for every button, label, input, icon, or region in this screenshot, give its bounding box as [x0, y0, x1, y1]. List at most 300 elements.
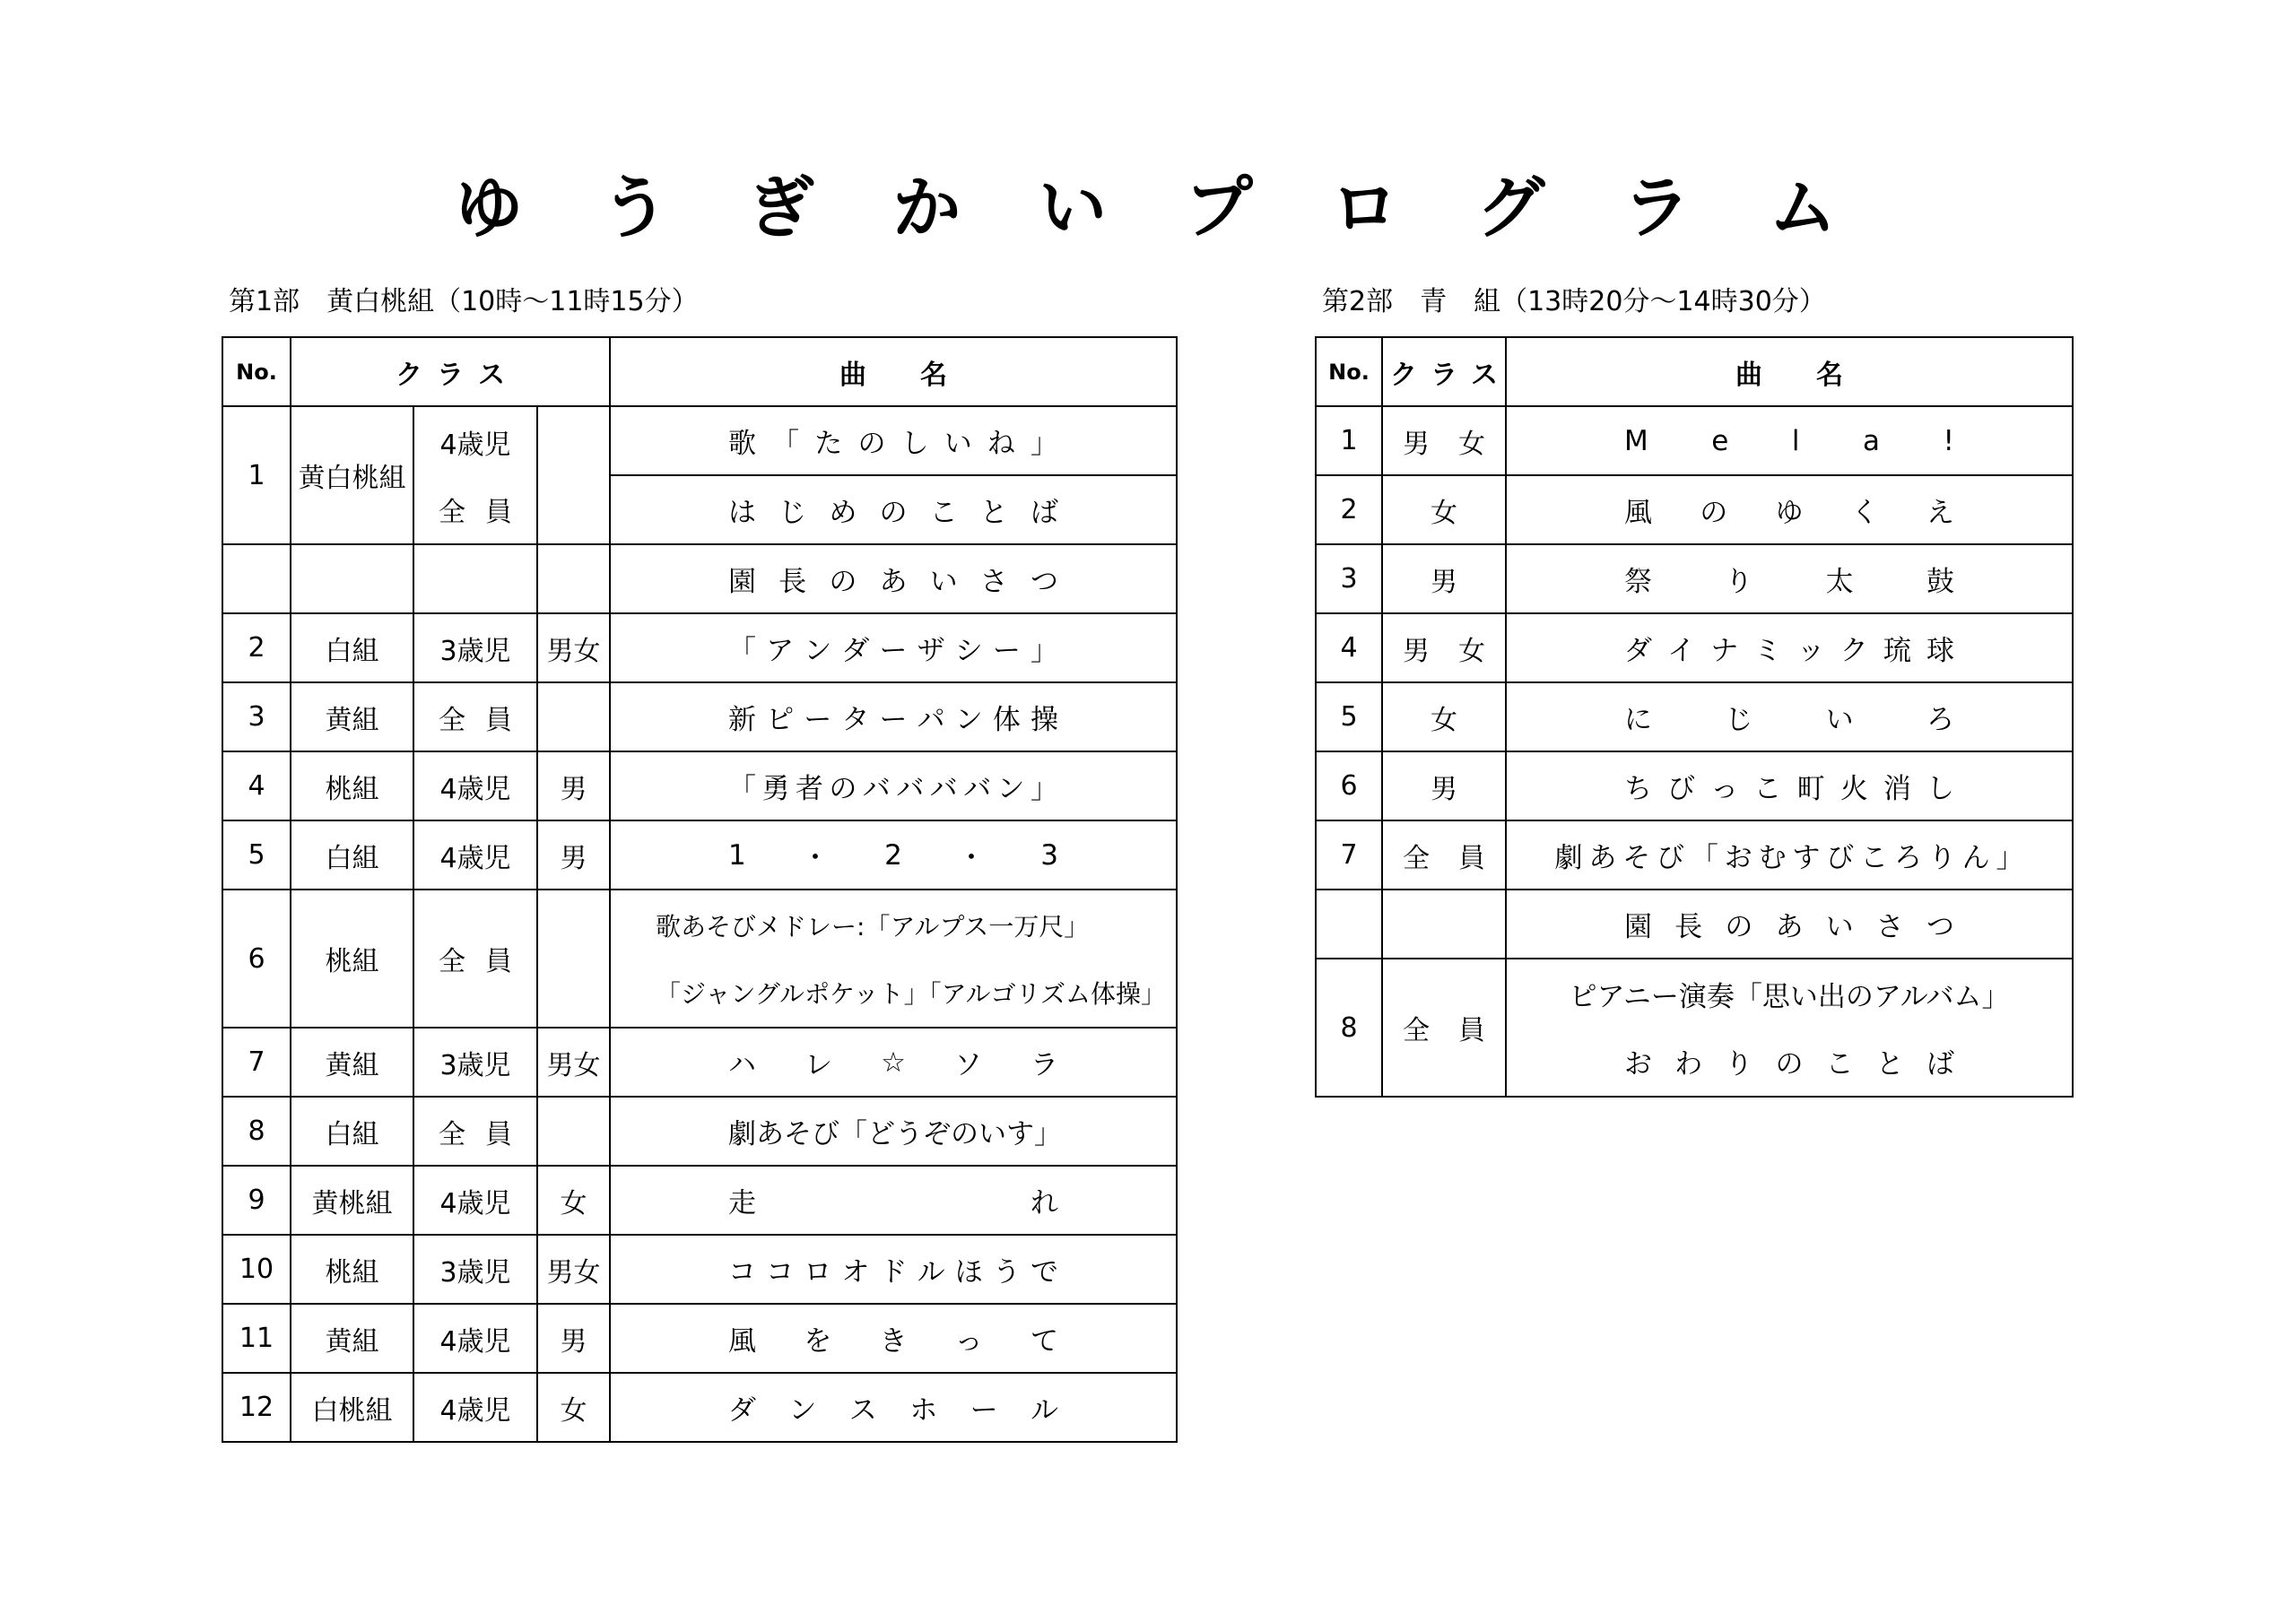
character: ナ — [1710, 635, 1739, 667]
character: は — [728, 497, 757, 529]
character: シ — [954, 635, 983, 667]
song-title — [1555, 835, 2024, 875]
row-number-cell: 4 — [222, 751, 291, 820]
character: ル — [1030, 1394, 1058, 1427]
song-title — [728, 628, 1058, 668]
song-cell — [610, 613, 1177, 682]
group-cell: 黄組 — [291, 1304, 413, 1373]
program-row — [1316, 475, 2073, 544]
character: ホ — [909, 1394, 938, 1427]
character: ロ — [804, 1256, 832, 1289]
character: 曲 — [1735, 359, 1762, 391]
character: ・ — [957, 842, 986, 874]
character: ば — [1926, 1048, 1954, 1081]
character: 劇 — [728, 1118, 757, 1150]
character: ー — [992, 635, 1021, 667]
program-row — [1316, 613, 2073, 682]
group-cell: 黄白桃組 — [291, 406, 413, 544]
character: ド — [879, 1256, 908, 1289]
row-number-cell: 12 — [222, 1373, 291, 1442]
age-cell: 4歳児 — [413, 820, 537, 890]
character: し — [900, 428, 929, 460]
character: と — [979, 497, 1008, 529]
table-header-row — [1316, 337, 2073, 406]
character: お — [1624, 1048, 1652, 1081]
character: れ — [1031, 1187, 1059, 1219]
sex-cell: 男女 — [537, 1235, 610, 1304]
program-row — [222, 890, 1177, 1028]
song-cell — [1506, 544, 2073, 613]
part2-heading: 第2部 青 組（13時20分～14時30分） — [1322, 286, 1826, 317]
song-cell — [1506, 475, 2073, 544]
group-cell: 白桃組 — [291, 1373, 413, 1442]
character: 体 — [992, 704, 1021, 736]
character: ☆ — [881, 1046, 906, 1079]
class-cell: 女 — [1382, 682, 1506, 751]
character: ザ — [917, 635, 945, 667]
character: バ — [963, 773, 992, 805]
row-number-cell: 1 — [1316, 406, 1382, 475]
character: さ — [1875, 911, 1904, 943]
program-row — [222, 1373, 1177, 1442]
character: い — [944, 428, 972, 460]
song-title — [1624, 697, 1954, 737]
song-title — [1624, 628, 1954, 668]
character: り — [1725, 566, 1753, 598]
song-cell — [610, 682, 1177, 751]
character: ダ — [841, 635, 870, 667]
age-label — [439, 939, 512, 978]
character: l — [1791, 425, 1800, 458]
character: こ — [929, 497, 958, 529]
song-cell — [1506, 682, 2073, 751]
character: 新 — [728, 704, 757, 736]
part1-heading: 第1部 黄白桃組（10時～11時15分） — [229, 286, 699, 317]
group-cell: 桃組 — [291, 1235, 413, 1304]
character: 1 — [728, 838, 746, 872]
character: あ — [756, 1118, 785, 1150]
character: ば — [1030, 497, 1058, 529]
age-line: 4歳児 — [439, 429, 511, 461]
character: 祭 — [1624, 566, 1652, 598]
row-number-cell: 9 — [222, 1166, 291, 1235]
song-cell — [610, 1166, 1177, 1235]
character: ぞ — [923, 1118, 952, 1150]
character: ち — [1624, 773, 1652, 805]
character: 」 — [1996, 842, 2024, 874]
column-header-song-label — [839, 352, 947, 392]
sex-cell — [537, 682, 610, 751]
part1-program-table — [222, 336, 1178, 1443]
character: 全 — [439, 496, 465, 528]
character: つ — [1926, 911, 1954, 943]
character: ほ — [954, 1256, 983, 1289]
song-title — [1624, 490, 1954, 530]
character: ス — [848, 1394, 877, 1427]
character: a — [1863, 425, 1880, 458]
age-label — [439, 698, 512, 737]
character: い — [978, 1118, 1007, 1150]
character: の — [879, 497, 908, 529]
row-number-cell — [1316, 890, 1382, 959]
song-cell — [610, 544, 1177, 613]
character: 」 — [1030, 773, 1058, 805]
song-title: 歌あそびメドレー:「アルプス一万尺」 — [656, 911, 1090, 942]
program-row — [1316, 544, 2073, 613]
character: タ — [841, 704, 870, 736]
character: 全 — [439, 946, 465, 977]
character: あ — [1775, 911, 1804, 943]
program-row — [1316, 682, 2073, 751]
character: コ — [728, 1256, 757, 1289]
class-cell — [1382, 959, 1506, 1097]
song-cell — [1506, 613, 2073, 682]
character: の — [829, 566, 857, 598]
character: 2 — [884, 838, 902, 872]
column-header-song — [610, 337, 1177, 406]
character: ね — [987, 428, 1015, 460]
row-number-cell: 3 — [222, 682, 291, 751]
character: 者 — [795, 773, 823, 805]
age-cell: 4歳児 — [413, 1166, 537, 1235]
character: の — [1700, 497, 1728, 529]
character: 女 — [1458, 635, 1485, 667]
program-row — [222, 820, 1177, 890]
group-cell — [291, 544, 413, 613]
song-title — [1624, 559, 1954, 599]
character: じ — [778, 497, 807, 529]
page-title — [455, 161, 1837, 247]
character: 琉 — [1883, 635, 1911, 667]
character: ル — [917, 1256, 945, 1289]
character: ン — [996, 773, 1025, 805]
song-title — [1624, 1041, 1954, 1081]
song-cell — [610, 1097, 1177, 1166]
character: 曲 — [839, 359, 867, 391]
row-number-cell: 8 — [222, 1097, 291, 1166]
character: び — [1667, 773, 1696, 805]
character: ピ — [766, 704, 795, 736]
table-header-row — [222, 337, 1177, 406]
character: 走 — [728, 1187, 757, 1219]
character: ダ — [728, 1394, 757, 1427]
character: コ — [766, 1256, 795, 1289]
character: ゆ — [1775, 497, 1804, 529]
character: い — [1825, 911, 1854, 943]
song-cell — [610, 820, 1177, 890]
character: い — [1825, 704, 1854, 736]
character: バ — [862, 773, 891, 805]
song-cell — [1506, 751, 2073, 820]
program-row — [222, 1304, 1177, 1373]
song-title — [728, 697, 1058, 737]
character: の — [1725, 911, 1753, 943]
character: め — [829, 497, 857, 529]
character: の — [951, 1118, 979, 1150]
age-label — [439, 490, 512, 529]
character: の — [829, 773, 857, 805]
row-number-cell: 5 — [222, 820, 291, 890]
character: ! — [1943, 425, 1954, 458]
character: e — [1711, 425, 1729, 458]
song-title — [728, 1111, 1063, 1151]
character: ハ — [728, 1049, 757, 1081]
character: び — [1826, 842, 1855, 874]
character: 女 — [1458, 428, 1485, 460]
character: っ — [1710, 773, 1739, 805]
character: バ — [896, 773, 925, 805]
program-row — [222, 751, 1177, 820]
character: 風 — [1624, 497, 1652, 529]
sex-cell — [537, 1097, 610, 1166]
character: 長 — [778, 566, 807, 598]
character: う — [600, 167, 669, 247]
character: ラ — [437, 359, 464, 391]
character: ー — [970, 1394, 998, 1427]
character: ア — [766, 635, 795, 667]
character: す — [1792, 842, 1821, 874]
character: た — [814, 428, 843, 460]
character: ・ — [801, 842, 830, 874]
row-number-cell: 2 — [1316, 475, 1382, 544]
song-cell — [610, 1028, 1177, 1097]
group-cell: 黄組 — [291, 1028, 413, 1097]
character: ど — [867, 1118, 896, 1150]
row-number-cell: 1 — [222, 406, 291, 544]
character: ろ — [1893, 842, 1922, 874]
character: え — [1926, 497, 1954, 529]
song-cell — [610, 1235, 1177, 1304]
character: ぎ — [746, 167, 815, 247]
program-row — [222, 682, 1177, 751]
program-row — [1316, 959, 2073, 1097]
character: か — [892, 167, 961, 247]
class-cell — [1382, 820, 1506, 890]
character: し — [1926, 773, 1954, 805]
song-title — [728, 559, 1058, 599]
character: ン — [788, 1394, 817, 1427]
character: 「 — [728, 773, 757, 805]
character: 全 — [439, 1118, 465, 1150]
character: ン — [804, 635, 832, 667]
character: ん — [1961, 842, 1990, 874]
song-title — [728, 766, 1058, 806]
character: ラ — [1431, 359, 1457, 391]
song-title — [728, 421, 1058, 461]
character: 」 — [1031, 428, 1058, 460]
sex-cell: 女 — [537, 1373, 610, 1442]
character: ム — [1768, 167, 1837, 247]
class-label — [1403, 1008, 1485, 1047]
character: ろ — [1926, 704, 1954, 736]
song-title — [728, 1318, 1058, 1358]
character: お — [1724, 842, 1752, 874]
character: い — [1039, 167, 1108, 247]
character: レ — [804, 1049, 833, 1081]
character: バ — [929, 773, 958, 805]
song-cell — [1506, 406, 2073, 475]
character: 名 — [1816, 359, 1843, 391]
sex-cell: 男 — [537, 751, 610, 820]
class-label — [1403, 836, 1485, 875]
age-cell: 3歳児 — [413, 613, 537, 682]
character: す — [1006, 1118, 1035, 1150]
program-row — [1316, 890, 2073, 959]
age-cell — [413, 1097, 537, 1166]
character: 太 — [1825, 566, 1854, 598]
group-cell: 白組 — [291, 1097, 413, 1166]
character: り — [1927, 842, 1956, 874]
character: ゆ — [455, 167, 523, 247]
character: 3 — [1040, 838, 1058, 872]
character: ー — [804, 704, 832, 736]
row-number-cell: 6 — [222, 890, 291, 1028]
program-row — [222, 1166, 1177, 1235]
group-cell: 白組 — [291, 820, 413, 890]
song-title: 「ジャングルポケット」「アルゴリズム体操」 — [656, 978, 1166, 1009]
character: て — [1031, 1325, 1059, 1358]
row-number-cell: 6 — [1316, 751, 1382, 820]
character: ッ — [1796, 635, 1825, 667]
character: そ — [1622, 842, 1651, 874]
character: 「 — [1690, 842, 1718, 874]
character: つ — [1030, 566, 1058, 598]
character: 男 — [1403, 635, 1430, 667]
character: ソ — [953, 1049, 982, 1081]
song-cell — [610, 751, 1177, 820]
character: 消 — [1883, 773, 1911, 805]
row-number-cell: 2 — [222, 613, 291, 682]
character: ン — [954, 704, 983, 736]
character: じ — [1725, 704, 1753, 736]
character: ラ — [1031, 1049, 1058, 1081]
sex-cell: 男 — [537, 820, 610, 890]
class-cell — [1382, 406, 1506, 475]
song-title — [728, 1387, 1058, 1428]
character: ロ — [1330, 167, 1399, 247]
character: 町 — [1796, 773, 1825, 805]
character: ダ — [1624, 635, 1652, 667]
song-cell — [610, 1373, 1177, 1442]
character: M — [1624, 425, 1648, 458]
age-label — [439, 1112, 512, 1151]
age-cell: 3歳児 — [413, 1235, 537, 1304]
sex-cell — [537, 890, 610, 1028]
group-cell: 黄組 — [291, 682, 413, 751]
character: 「 — [771, 428, 800, 460]
song-line — [1507, 1028, 2072, 1095]
class-cell — [1382, 613, 1506, 682]
class-label — [1403, 629, 1485, 668]
character: ミ — [1753, 635, 1782, 667]
age-line — [414, 475, 536, 542]
character: 長 — [1674, 911, 1703, 943]
sex-cell: 男女 — [537, 1028, 610, 1097]
character: び — [1657, 842, 1685, 874]
character: オ — [841, 1256, 870, 1289]
program-row — [222, 1097, 1177, 1166]
column-header-class-label — [396, 352, 505, 392]
character: ー — [879, 635, 908, 667]
column-header-class — [1382, 337, 1506, 406]
column-header-no: No. — [222, 337, 291, 406]
character: と — [1875, 1048, 1904, 1081]
song-title — [728, 490, 1058, 530]
character: あ — [879, 566, 908, 598]
character: こ — [1753, 773, 1782, 805]
song-cell — [610, 890, 1177, 1028]
character: 歌 — [728, 428, 757, 460]
character: う — [895, 1118, 924, 1150]
character: パ — [917, 704, 945, 736]
character: 員 — [485, 1118, 512, 1150]
program-row — [222, 406, 1177, 475]
character: 名 — [920, 359, 948, 391]
song-title — [1624, 425, 1954, 457]
age-cell: 3歳児 — [413, 1028, 537, 1097]
character: そ — [784, 1118, 813, 1150]
character: 員 — [485, 496, 512, 528]
character: ー — [879, 704, 908, 736]
age-cell: 4歳児 — [413, 1373, 537, 1442]
character: 全 — [1403, 842, 1430, 874]
character: 全 — [1403, 1015, 1430, 1046]
song-cell — [1506, 890, 2073, 959]
song-cell — [610, 475, 1177, 544]
character: さ — [979, 566, 1008, 598]
character: の — [857, 428, 886, 460]
character: 園 — [1624, 911, 1652, 943]
program-row — [1316, 820, 2073, 890]
class-cell: 女 — [1382, 475, 1506, 544]
character: 「 — [728, 635, 757, 667]
character: り — [1725, 1048, 1753, 1081]
age-cell: 4歳児 — [413, 751, 537, 820]
character: ク — [1839, 635, 1868, 667]
character: の — [1775, 1048, 1804, 1081]
program-row — [222, 613, 1177, 682]
row-number-cell: 3 — [1316, 544, 1382, 613]
program-row — [222, 1028, 1177, 1097]
age-cell — [413, 544, 537, 613]
age-cell — [413, 682, 537, 751]
column-header-class-label — [1390, 352, 1498, 392]
character: う — [992, 1256, 1021, 1289]
character: 員 — [485, 946, 512, 977]
character: に — [1624, 704, 1652, 736]
character: グ — [1476, 167, 1545, 247]
character: き — [879, 1325, 908, 1358]
song-cell — [610, 406, 1177, 475]
song-cell — [1506, 959, 2073, 1097]
character: 全 — [439, 704, 465, 736]
character: む — [1758, 842, 1787, 874]
age-cell — [413, 890, 537, 1028]
character: 「 — [839, 1118, 868, 1150]
sex-cell: 男女 — [537, 613, 610, 682]
character: こ — [1825, 1048, 1854, 1081]
row-number-cell: 8 — [1316, 959, 1382, 1097]
class-cell: 男 — [1382, 751, 1506, 820]
program-row — [1316, 751, 2073, 820]
character: あ — [1588, 842, 1617, 874]
character: 園 — [728, 566, 757, 598]
character: を — [804, 1325, 832, 1358]
row-number-cell: 7 — [1316, 820, 1382, 890]
character: 火 — [1839, 773, 1868, 805]
character: ク — [396, 359, 422, 391]
song-title — [728, 1249, 1058, 1289]
